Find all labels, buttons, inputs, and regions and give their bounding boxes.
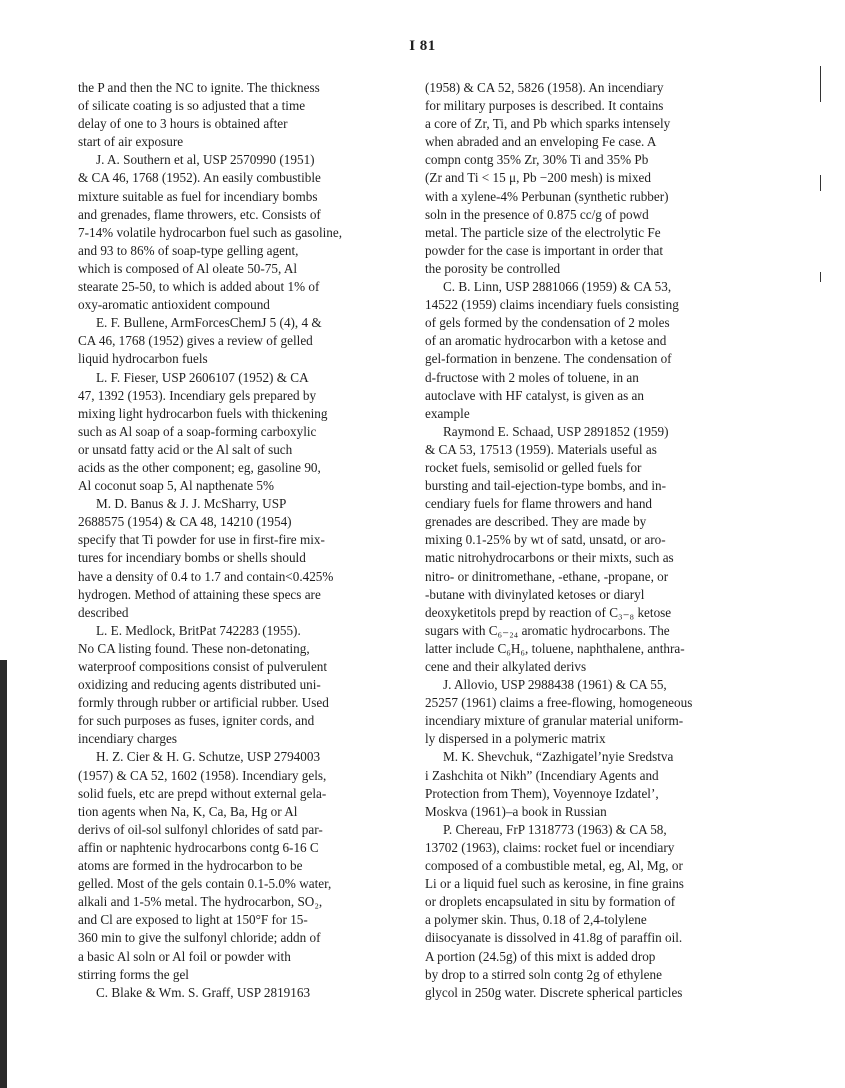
right-column (425, 79, 735, 1002)
binding-edge (0, 660, 7, 1088)
text-line: C. B. Linn, USP 2881066 (1959) & CA 53, (443, 279, 672, 295)
text-line: the P and then the NC to ignite. The thickness (78, 80, 320, 95)
text-line: J. Allovio, USP 2988438 (1961) & CA 55, (443, 677, 667, 693)
text-line: example (425, 405, 470, 421)
text-line: deoxyketitols prepd by reaction of C₃₋₈ ketose (425, 604, 672, 620)
text-line: cendiary fuels for flame throwers and hand (425, 496, 653, 512)
text-line: start of air exposure (78, 134, 184, 150)
text-line: stirring forms the gel (78, 966, 189, 982)
text-line: glycol in 250g water. Discrete spherical particles (425, 984, 683, 1000)
text-line: with a xylene-4% Perbunan (synthetic rubber) (425, 188, 669, 204)
text-line: composed of a combustible metal, eg, Al, Mg, or (425, 858, 683, 874)
text-line: H. Z. Cier & H. G. Schutze, USP 2794003 (96, 749, 321, 765)
text-line: atoms are formed in the hydrocarbon to be (78, 858, 303, 874)
text-line: tion agents when Na, K, Ca, Ba, Hg or Al (78, 803, 298, 819)
text-line: 360 min to give the sulfonyl chloride; addn of (78, 930, 321, 946)
text-line: waterproof compositions consist of pulverulent (78, 659, 328, 674)
text-line: a basic Al soln or Al foil or powder with (78, 948, 291, 964)
text-line: autoclave with HF catalyst, is given as an (425, 387, 645, 403)
text-line: grenades are described. They are made by (425, 514, 647, 530)
text-line: No CA listing found. These non-detonating, (78, 640, 310, 656)
text-line: Moskva (1961)–a book in Russian (425, 803, 607, 819)
text-line: Protection from Them), Voyennoye Izdatel’, (425, 785, 659, 801)
text-line: J. A. Southern et al, USP 2570990 (1951) (96, 152, 315, 168)
text-line: Raymond E. Schaad, USP 2891852 (1959) (443, 423, 669, 439)
margin-mark (820, 272, 821, 282)
text-line: M. K. Shevchuk, “Zazhigatel’nyie Sredstva (443, 749, 674, 765)
text-line: & CA 53, 17513 (1959). Materials useful as (425, 441, 657, 457)
left-column (78, 79, 388, 1002)
text-line: L. F. Fieser, USP 2606107 (1952) & CA (96, 369, 309, 385)
page-number: I 81 (409, 38, 436, 54)
text-line: gelled. Most of the gels contain 0.1-5.0% water, (78, 876, 332, 892)
text-line: delay of one to 3 hours is obtained after (78, 116, 288, 132)
text-line: metal. The particle size of the electrolytic Fe (425, 224, 661, 240)
text-line: d-fructose with 2 moles of toluene, in an (425, 369, 639, 385)
text-line: and 93 to 86% of soap-type gelling agent, (78, 242, 299, 258)
text-line: and Cl are exposed to light at 150°F for 15- (78, 912, 308, 928)
text-line: have a density of 0.4 to 1.7 and contain<0.425% (78, 568, 334, 584)
text-line: E. F. Bullene, ArmForcesChemJ 5 (4), 4 & (96, 315, 322, 331)
text-line: oxidizing and reducing agents distributed uni- (78, 677, 321, 693)
text-line: which is composed of Al oleate 50-75, Al (78, 260, 298, 276)
text-line: compn contg 35% Zr, 30% Ti and 35% Pb (425, 152, 649, 168)
text-line: 25257 (1961) claims a free-flowing, homogeneous (425, 695, 693, 711)
text-line: bursting and tail-ejection-type bombs, and in- (425, 478, 666, 494)
text-line: incendiary charges (78, 731, 177, 747)
text-line: gel-formation in benzene. The condensation of (425, 351, 672, 367)
text-line: solid fuels, etc are prepd without external gela- (78, 785, 327, 801)
text-line: derivs of oil-sol sulfonyl chlorides of satd par- (78, 821, 323, 837)
text-line: of silicate coating is so adjusted that a time (78, 98, 306, 114)
text-line: when abraded and an enveloping Fe case. A (425, 134, 657, 150)
text-line: & CA 46, 1768 (1952). An easily combustible (78, 170, 321, 186)
text-line: matic nitrohydrocarbons or their mixts, such as (425, 550, 674, 566)
text-line: of an aromatic hydrocarbon with a ketose and (425, 333, 667, 349)
text-line: hydrogen. Method of attaining these specs are (78, 586, 321, 602)
text-line: CA 46, 1768 (1952) gives a review of gelled (78, 333, 313, 349)
text-line: incendiary mixture of granular material uniform- (425, 713, 684, 729)
text-line: described (78, 604, 129, 620)
text-line: soln in the presence of 0.875 cc/g of powd (425, 206, 649, 222)
text-line: Al coconut soap 5, Al napthenate 5% (78, 478, 274, 494)
text-line: 2688575 (1954) & CA 48, 14210 (1954) (78, 514, 292, 530)
text-line: A portion (24.5g) of this mixt is added drop (425, 948, 656, 964)
text-line: ly dispersed in a polymeric matrix (425, 731, 606, 747)
text-line: powder for the case is important in order that (425, 242, 664, 258)
text-line: (1958) & CA 52, 5826 (1958). An incendiary (425, 80, 664, 95)
text-line: formly through rubber or artificial rubber. Used (78, 695, 329, 711)
text-line: a polymer skin. Thus, 0.18 of 2,4-tolylene (425, 912, 647, 928)
text-line: acids as the other component; eg, gasoline 90, (78, 459, 321, 475)
text-line: affin or naphtenic hydrocarbons contg 6-16 C (78, 839, 319, 855)
text-line: for military purposes is described. It contains (425, 98, 664, 114)
text-line: and grenades, flame throwers, etc. Consists of (78, 206, 321, 222)
text-line: alkali and 1-5% metal. The hydrocarbon, SO₂, (78, 894, 323, 910)
text-line: rocket fuels, semisolid or gelled fuels for (425, 459, 642, 475)
text-line: (1957) & CA 52, 1602 (1958). Incendiary gels, (78, 767, 327, 783)
text-line: the porosity be controlled (425, 260, 561, 276)
text-line: 14522 (1959) claims incendiary fuels consisting (425, 297, 679, 313)
text-line: nitro- or dinitromethane, -ethane, -propane, or (425, 568, 669, 584)
text-line: or unsatd fatty acid or the Al salt of such (78, 441, 293, 457)
text-line: 13702 (1963), claims: rocket fuel or incendiary (425, 839, 675, 855)
text-line: oxy-aromatic antioxident compound (78, 297, 270, 313)
text-line: -butane with divinylated ketoses or diaryl (425, 586, 645, 602)
text-line: such as Al soap of a soap-forming carboxylic (78, 423, 317, 439)
text-line: Li or a liquid fuel such as kerosine, in fine grains (425, 876, 684, 892)
text-line: specify that Ti powder for use in first-fire mix- (78, 532, 325, 548)
text-line: cene and their alkylated derivs (425, 659, 587, 674)
text-line: mixing light hydrocarbon fuels with thickening (78, 405, 328, 421)
text-line: a core of Zr, Ti, and Pb which sparks intensely (425, 116, 671, 132)
text-line: M. D. Banus & J. J. McSharry, USP (96, 496, 287, 512)
text-line: or droplets encapsulated in situ by formation of (425, 894, 676, 910)
text-line: C. Blake & Wm. S. Graff, USP 2819163 (96, 984, 311, 1000)
text-line: mixture suitable as fuel for incendiary bombs (78, 188, 318, 204)
text-line: i Zashchita ot Nikh” (Incendiary Agents and (425, 767, 659, 783)
text-line: stearate 25-50, to which is added about 1% of (78, 279, 320, 295)
text-line: L. E. Medlock, BritPat 742283 (1955). (96, 622, 301, 638)
text-line: diisocyanate is dissolved in 41.8g of paraffin oil. (425, 930, 683, 946)
text-line: of gels formed by the condensation of 2 moles (425, 315, 670, 331)
text-line: by drop to a stirred soln contg 2g of ethylene (425, 966, 662, 982)
text-line: 7-14% volatile hydrocarbon fuel such as gasoline, (78, 224, 343, 240)
text-line: P. Chereau, FrP 1318773 (1963) & CA 58, (443, 821, 667, 837)
text-line: tures for incendiary bombs or shells should (78, 550, 306, 566)
text-line: for such purposes as fuses, igniter cords, and (78, 713, 315, 729)
text-line: sugars with C₆₋₂₄ aromatic hydrocarbons. The (425, 622, 670, 638)
text-line: (Zr and Ti < 15 μ, Pb −200 mesh) is mixed (425, 170, 651, 186)
text-line: liquid hydrocarbon fuels (78, 351, 208, 367)
margin-mark (820, 175, 821, 191)
margin-mark (820, 66, 821, 102)
text-line: 47, 1392 (1953). Incendiary gels prepared by (78, 387, 317, 403)
text-line: latter include C₆H₆, toluene, naphthalene, anthra- (425, 640, 685, 656)
text-line: mixing 0.1-25% by wt of satd, unsatd, or aro- (425, 532, 666, 548)
